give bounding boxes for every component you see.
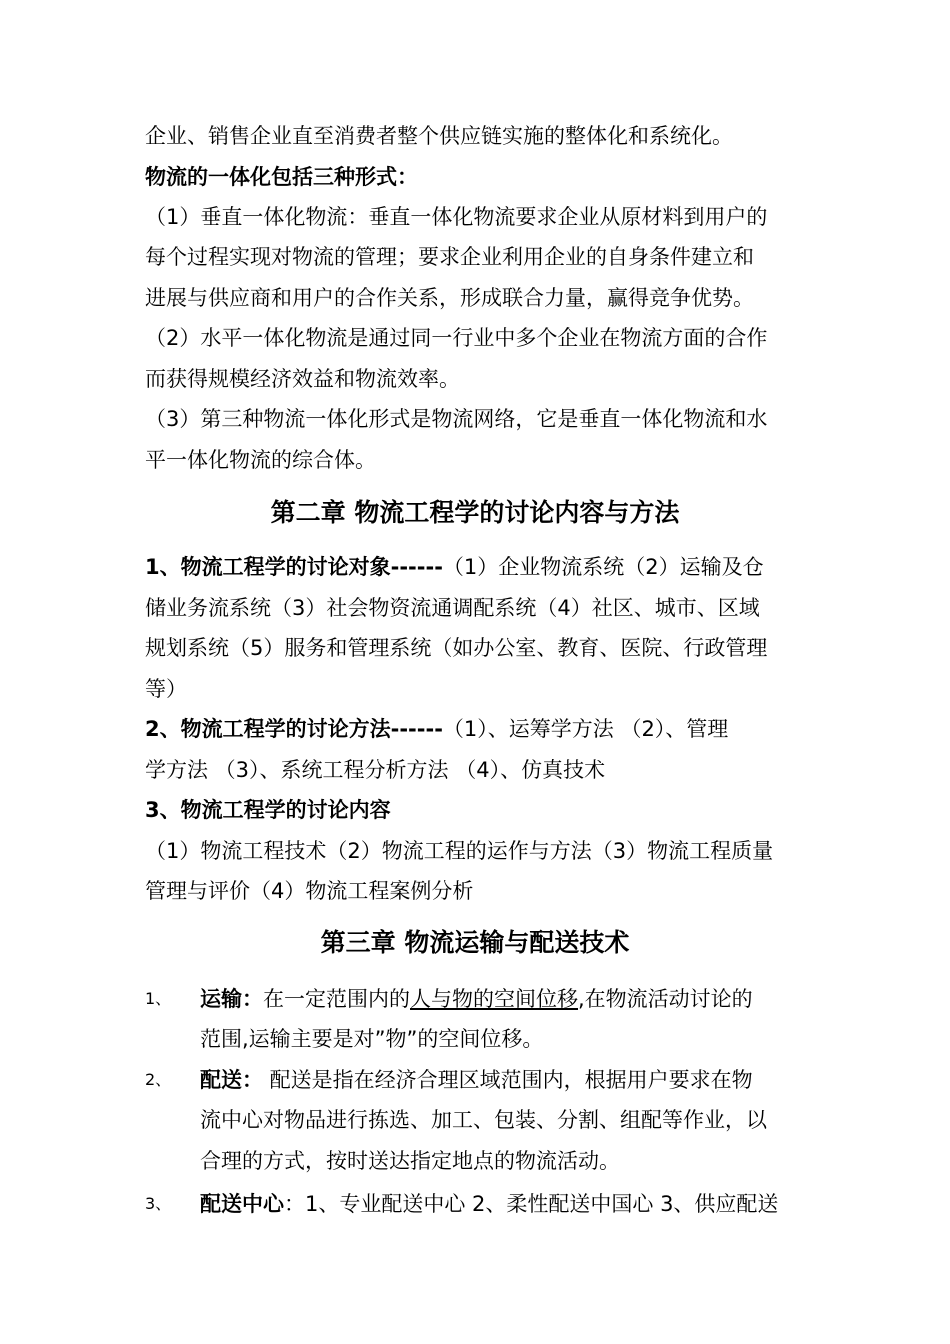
ch3-item-2	[200, 1065, 812, 1095]
form3-line: （3）第三种物流一体化形式是物流网络，它是垂直一体化物流和水	[145, 407, 768, 431]
section-1-label: 1、物流工程学的讨论对象------	[145, 555, 443, 579]
item-1-text: 在一定范围内的	[263, 987, 410, 1011]
form1-line: 每个过程实现对物流的管理；要求企业利用企业的自身条件建立和	[145, 245, 754, 269]
ch2-section-3-line: （1）物流工程技术（2）物流工程的运作与方法（3）物流工程质量	[145, 839, 774, 863]
ch3-item-3	[200, 1189, 812, 1219]
ch3-item-1	[200, 984, 812, 1014]
term-distribution: 配送：	[200, 1068, 263, 1092]
section-2-text: （1）、运筹学方法 （2）、管理	[442, 717, 729, 741]
ch2-section-1-line: 等）	[145, 677, 187, 701]
ch2-section-3-line: 管理与评价（4）物流工程案例分析	[145, 879, 474, 903]
intro-line: 企业、销售企业直至消费者整个供应链实施的整体化和系统化。	[145, 124, 733, 148]
form1-line: （1）垂直一体化物流：垂直一体化物流要求企业从原材料到用户的	[145, 205, 768, 229]
form1-line: 进展与供应商和用户的合作关系，形成联合力量，赢得竞争优势。	[145, 286, 754, 310]
form2-line: （2）水平一体化物流是通过同一行业中多个企业在物流方面的合作	[145, 326, 768, 350]
ch2-section-2-line: 学方法 （3）、系统工程分析方法 （4）、仿真技术	[145, 758, 606, 782]
ch2-section-2	[145, 714, 815, 744]
item-2-text: 配送是指在经济合理区域范围内，根据用户要求在物	[263, 1068, 753, 1092]
chapter-2-title: 第二章 物流工程学的讨论内容与方法	[270, 498, 680, 527]
ch2-section-1-line: 规划系统（5）服务和管理系统（如办公室、教育、医院、行政管理	[145, 636, 768, 660]
term-transport: 运输：	[200, 987, 263, 1011]
chapter-3-title: 第三章 物流运输与配送技术	[320, 928, 630, 957]
list-number: 2、	[145, 1070, 172, 1089]
item-3-text: ：1、专业配送中心 2、柔性配送中国心 3、供应配送	[284, 1192, 779, 1216]
forms-heading: 物流的一体化包括三种形式：	[145, 165, 418, 189]
ch2-section-1-line: 储业务流系统（3）社会物资流通调配系统（4）社区、城市、区域	[145, 596, 760, 620]
form3-line: 平一体化物流的综合体。	[145, 448, 376, 472]
term-distribution-center: 配送中心	[200, 1192, 284, 1216]
ch2-section-3-label: 3、物流工程学的讨论内容	[145, 798, 391, 822]
ch3-item-2-line: 流中心对物品进行拣选、加工、包装、分割、组配等作业，以	[200, 1108, 767, 1132]
list-number: 3、	[145, 1194, 172, 1213]
underlined-phrase: 人与物的空间位移	[410, 987, 578, 1011]
section-2-label: 2、物流工程学的讨论方法------	[145, 717, 443, 741]
item-1-text-tail: ,在物流活动讨论的	[578, 987, 753, 1011]
ch3-item-2-line: 合理的方式，按时送达指定地点的物流活动。	[200, 1149, 620, 1173]
ch2-section-1	[145, 552, 815, 582]
form2-line: 而获得规模经济效益和物流效率。	[145, 367, 460, 391]
ch3-item-1-line: 范围,运输主要是对”物”的空间位移。	[200, 1027, 544, 1051]
list-number: 1、	[145, 989, 172, 1008]
section-1-text: （1）企业物流系统（2）运输及仓	[442, 555, 764, 579]
